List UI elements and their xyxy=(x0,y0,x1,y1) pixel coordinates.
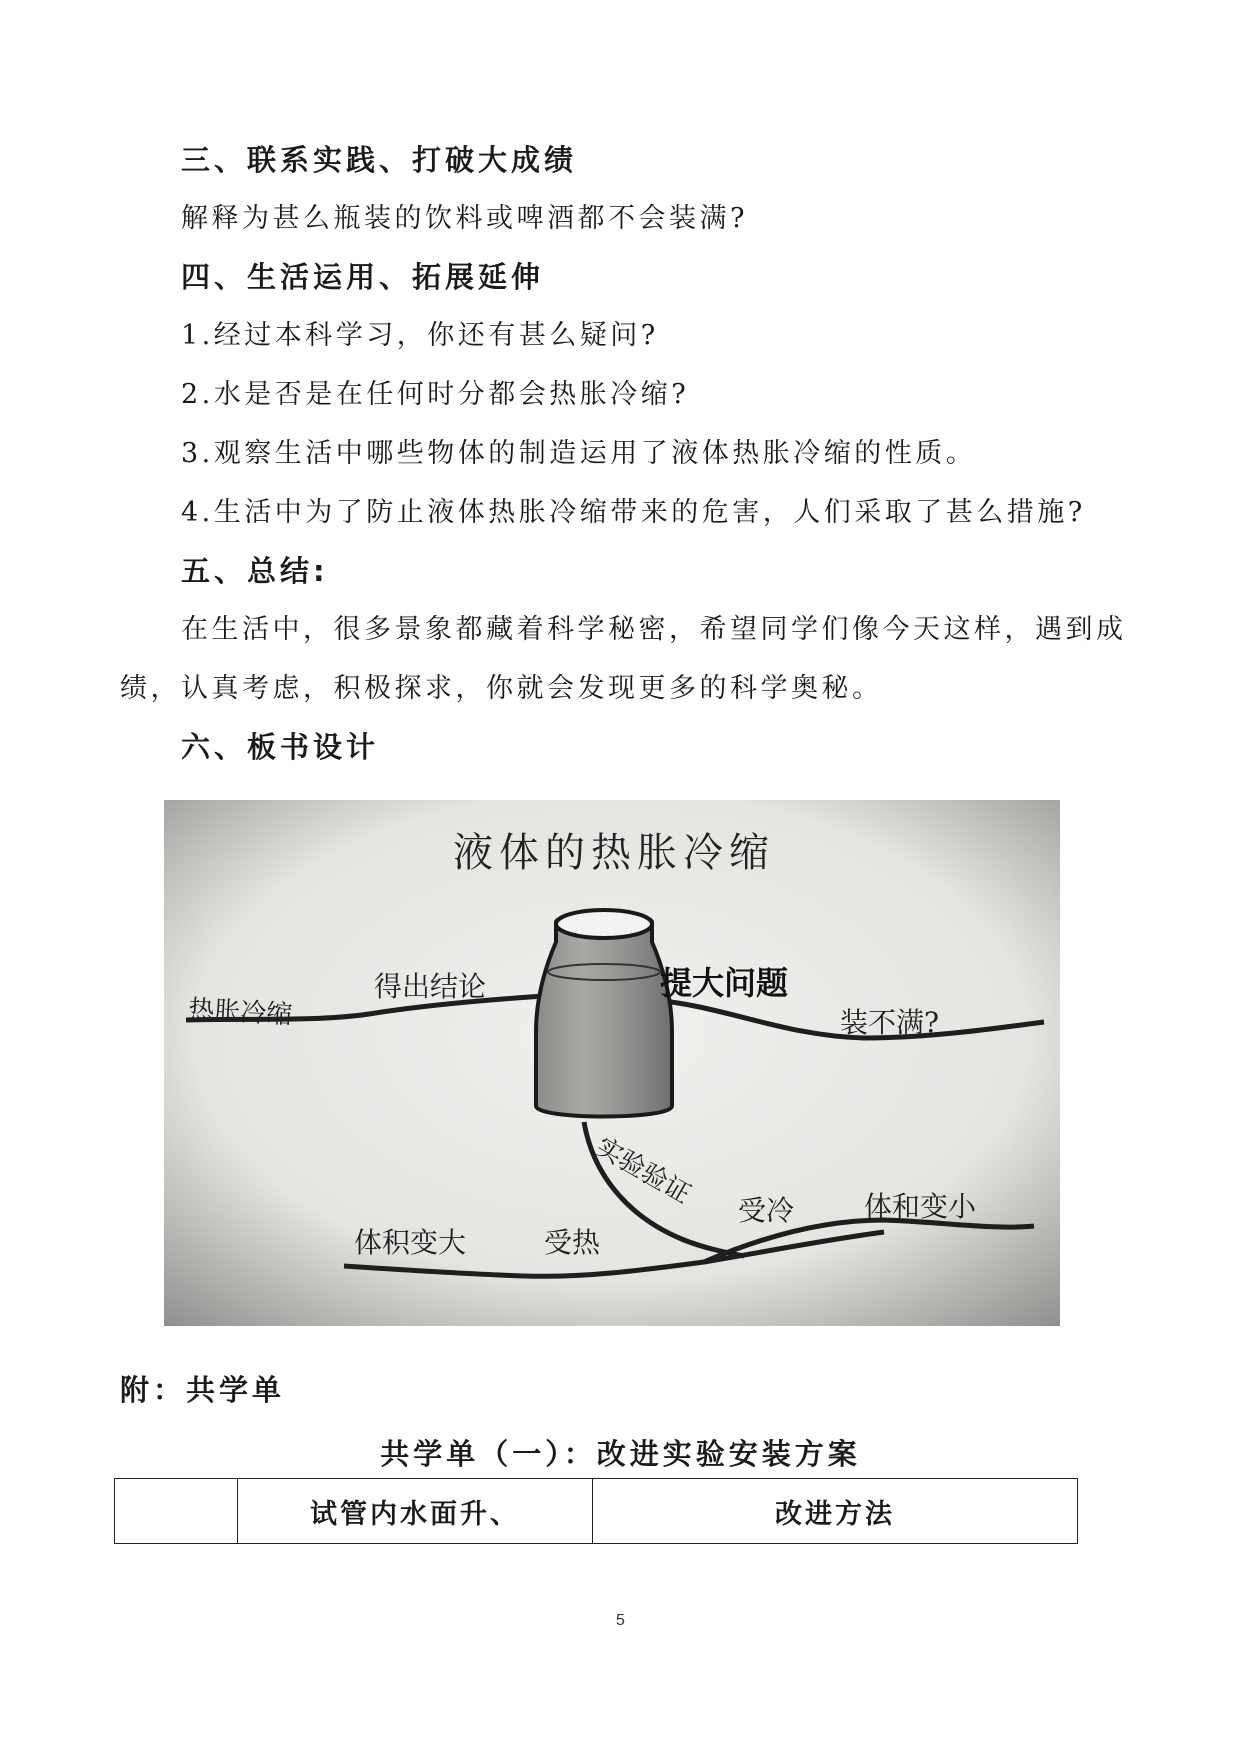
board-design-figure xyxy=(164,800,1060,1326)
section-4-item: 1.经过本科学习，你还有甚么疑问? xyxy=(181,320,659,351)
table-cell-empty xyxy=(115,1479,238,1544)
appendix-label: 附：共学单 xyxy=(120,1373,286,1407)
study-sheet-table xyxy=(114,1478,1078,1544)
label-right-end: 装不满? xyxy=(840,1006,940,1039)
label-bottom-branch: 实验验证 xyxy=(590,1132,696,1211)
table-cell-improvement: 改进方法 xyxy=(593,1479,1078,1544)
label-bottom-right-mid: 受冷 xyxy=(738,1194,795,1227)
board-title: 液体的热胀冷缩 xyxy=(453,830,775,876)
section-4-item: 3.观察生活中哪些物体的制造运用了液体热胀冷缩的性质。 xyxy=(181,438,977,469)
section-5-title: 五、总结: xyxy=(181,554,329,588)
page-number: 5 xyxy=(616,1612,625,1629)
section-3-text: 解释为甚么瓶装的饮料或啤酒都不会装满? xyxy=(181,203,748,234)
label-right-branch: 提大问题 xyxy=(660,964,789,1002)
table-cell-water-level: 试管内水面升、 xyxy=(238,1479,593,1544)
label-left-end: 热胀冷缩 xyxy=(187,995,294,1031)
table-title: 共学单（一）：改进实验安装方案 xyxy=(380,1437,861,1471)
section-4-title: 四、生活运用、拓展延伸 xyxy=(181,260,545,294)
section-5-line-1: 在生活中，很多景象都藏着科学秘密，希望同学们像今天这样，遇到成 xyxy=(181,614,1127,645)
label-left-branch: 得出结论 xyxy=(374,970,487,1003)
label-bottom-left-mid: 受热 xyxy=(544,1226,601,1259)
section-5-line-2: 绩，认真考虑，积极探求，你就会发现更多的科学奥秘。 xyxy=(120,673,883,704)
section-4-item: 2.水是否是在任何时分都会热胀冷缩? xyxy=(181,379,690,410)
table-row xyxy=(115,1479,1078,1544)
section-4-item: 4.生活中为了防止液体热胀冷缩带来的危害，人们采取了甚么措施? xyxy=(181,497,1086,528)
bottle-drawing xyxy=(536,910,672,1117)
label-bottom-left-end: 体积变大 xyxy=(354,1226,467,1259)
label-bottom-right-end: 体和变小 xyxy=(864,1190,977,1223)
section-3-title: 三、联系实践、打破大成绩 xyxy=(181,143,578,177)
section-6-title: 六、板书设计 xyxy=(181,730,380,764)
